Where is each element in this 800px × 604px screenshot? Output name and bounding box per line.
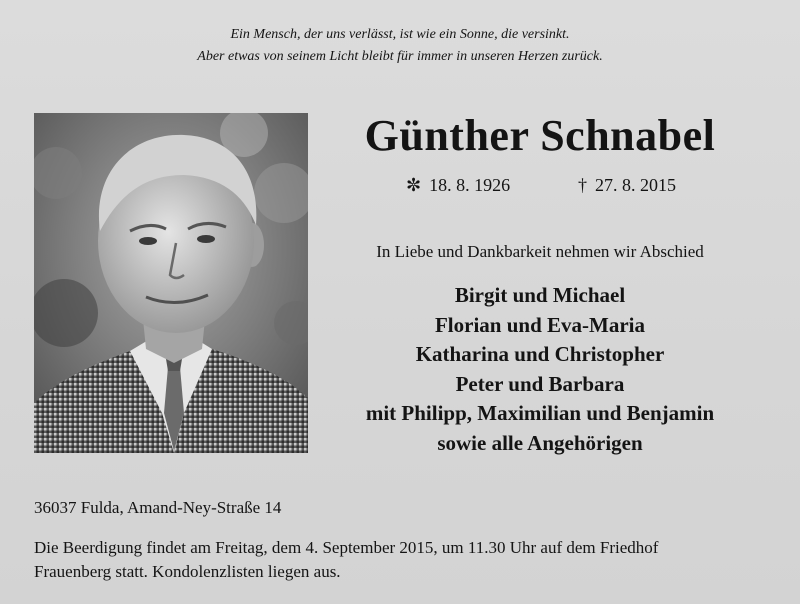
death-cross-icon: †	[578, 175, 587, 195]
motto-line: Ein Mensch, der uns verlässt, ist wie ein Sonne, die versinkt.	[230, 27, 570, 42]
mourner-line: Peter und Barbara	[455, 371, 625, 396]
mourner-line: sowie alle Angehörigen	[437, 430, 643, 455]
death-date	[578, 173, 676, 197]
motto-quote	[0, 24, 800, 68]
mourner-line: Birgit und Michael	[454, 283, 626, 307]
deceased-name: Günther Schnabel	[364, 111, 716, 160]
funeral-line: Die Beerdigung findet am Freitag, dem 4. September 2015, um 11.30 Uhr auf dem Friedhof	[34, 538, 659, 557]
death-date-value: 27. 8. 2015	[595, 175, 676, 195]
mourner-line: Katharina und Christopher	[415, 342, 665, 366]
mourning-address: 36037 Fulda, Amand-Ney-Straße 14	[34, 498, 282, 517]
portrait-photo	[34, 113, 308, 453]
mourners-list	[310, 281, 770, 458]
mourner-line: Florian und Eva-Maria	[434, 312, 645, 337]
funeral-line: Frauenberg statt. Kondolenzlisten liegen aus.	[34, 562, 341, 581]
motto-line: Aber etwas von seinem Licht bleibt für immer in unseren Herzen zurück.	[197, 49, 603, 64]
funeral-announcement	[34, 536, 774, 584]
birth-date	[406, 173, 510, 197]
mourner-line: mit Philipp, Maximilian und Benjamin	[365, 401, 715, 425]
birth-date-value: 18. 8. 1926	[429, 175, 511, 195]
farewell-text: In Liebe und Dankbarkeit nehmen wir Abschied	[376, 242, 704, 261]
birth-star-icon: ✼	[406, 175, 422, 195]
